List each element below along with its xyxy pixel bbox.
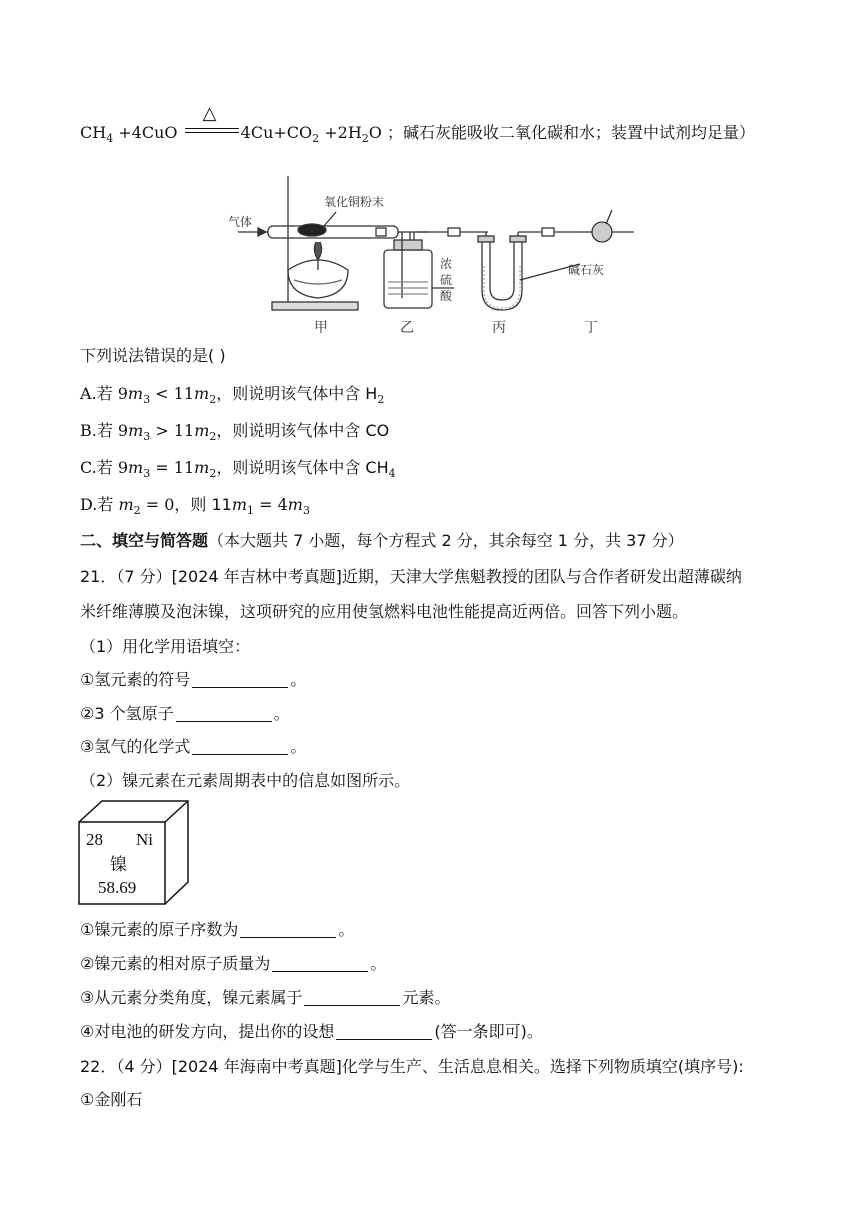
acid-label: 浓: [440, 257, 453, 271]
opt-cond: > 11: [150, 421, 195, 440]
opt-cond: = 11: [150, 458, 195, 477]
blank-label: ②3 个氢原子: [80, 704, 174, 723]
label-bing: 丙: [492, 320, 506, 336]
q22-line1: 22．（4 分）[2024 年海南中考真题]化学与生产、生活息息相关。选择下列物质填空(填序号):: [80, 1057, 744, 1076]
var-sub: 2: [133, 504, 141, 518]
option-d: [80, 494, 310, 522]
atomic-number: 28: [86, 830, 103, 849]
var-sub: 3: [143, 430, 151, 444]
gas-label: 气体: [228, 215, 253, 229]
answer-blank[interactable]: [336, 1023, 432, 1040]
answer-blank[interactable]: [272, 955, 368, 972]
element-name: 镍: [110, 855, 127, 875]
opt-cond: = 4: [254, 495, 288, 514]
opt-prefix: C.若 9: [80, 458, 129, 477]
q21-line2: 米纤维薄膜及泡沫镍，这项研究的应用使氢燃料电池性能提高近两倍。回答下列小题。: [80, 602, 689, 621]
var-sub: 3: [302, 504, 310, 518]
option-b: [80, 420, 389, 448]
q21-t4: [80, 1021, 543, 1043]
opt-text: ，则说明该气体中含 CO: [216, 421, 390, 440]
cuo-label: 氧化铜粉末: [324, 195, 385, 209]
var-m: m: [127, 384, 144, 403]
label-ding: 丁: [584, 320, 598, 336]
label-yi: 乙: [400, 320, 414, 336]
opt-cond: = 0: [140, 495, 175, 514]
opt-prefix: B.若 9: [80, 421, 129, 440]
period: 。: [370, 954, 387, 973]
section-note: （本大题共 7 小题，每个方程式 2 分，其余每空 1 分，共 37 分）: [208, 531, 684, 550]
acid-label: 硫: [440, 273, 453, 287]
blank-label: ④对电池的研发方向，提出你的设想: [80, 1022, 335, 1041]
blank-tail: (答一条即可)。: [434, 1022, 543, 1041]
eq-sub: 2: [312, 132, 320, 146]
heat-equals-sign: [183, 103, 241, 137]
stand-base: [272, 302, 358, 310]
question-stem: 下列说法错误的是( ): [80, 346, 226, 365]
var-m: m: [128, 421, 144, 440]
var-m: m: [118, 495, 134, 514]
q21-blank1: [80, 669, 306, 691]
eq-water: +2H: [319, 123, 362, 142]
opt-text: ，则说明该气体中含 CH: [216, 458, 389, 477]
answer-blank[interactable]: [240, 921, 336, 938]
q21-part2: （2）镍元素在元素周期表中的信息如图所示。: [80, 771, 411, 790]
opt-prefix: A.若 9: [80, 384, 128, 403]
q21-t2: [80, 953, 386, 975]
apparatus-diagram: [228, 170, 640, 340]
period: 。: [290, 737, 307, 756]
period: 。: [338, 920, 355, 939]
var-sub: 3: [143, 393, 151, 407]
var-sub: 2: [209, 393, 217, 407]
q21-t1: [80, 919, 354, 941]
var-m: m: [128, 458, 144, 477]
element-symbol: Ni: [136, 830, 153, 849]
eq-ch: CH: [80, 123, 107, 142]
q21-part1: （1）用化学用语填空：: [80, 637, 251, 656]
atomic-mass: 58.69: [98, 878, 137, 897]
option-a: [80, 383, 384, 411]
var-m: m: [194, 421, 210, 440]
var-m: m: [287, 495, 303, 514]
period: 。: [273, 704, 290, 723]
answer-blank[interactable]: [192, 738, 288, 755]
blank-label: ③从元素分类角度，镍元素属于: [80, 988, 303, 1007]
section-title: 二、填空与简答题: [80, 531, 209, 550]
eq-note: ；碱石灰能吸收二氧化碳和水；装置中试剂均足量）: [386, 123, 755, 142]
var-sub: 4: [388, 467, 396, 481]
answer-blank[interactable]: [192, 671, 288, 688]
cuo-powder: [298, 224, 326, 236]
var-m: m: [194, 384, 210, 403]
var-sub: 2: [209, 467, 217, 481]
q22-item1: ①金刚石: [80, 1090, 143, 1109]
option-c: [80, 457, 396, 485]
lime-label: 碱石灰: [568, 263, 605, 277]
opt-cond: < 11: [150, 384, 195, 403]
period: 。: [290, 670, 307, 689]
delta-symbol: △: [202, 103, 217, 124]
label-jia: 甲: [314, 320, 328, 336]
opt-text: ，则说明该气体中含 H: [216, 384, 378, 403]
drying-bulb: [592, 222, 612, 242]
opt-text: ，则 11: [174, 495, 232, 514]
section2-heading: [80, 530, 684, 552]
q21-blank2: [80, 703, 290, 725]
var-sub: 2: [209, 430, 217, 444]
eq-o: O: [368, 123, 382, 142]
acid-bottle: [384, 250, 432, 308]
var-m: m: [194, 458, 210, 477]
var-sub: 1: [247, 504, 254, 518]
answer-blank[interactable]: [176, 705, 272, 722]
blank-tail: 元素。: [402, 988, 451, 1007]
blank-label: ②镍元素的相对原子质量为: [80, 954, 271, 973]
blank-label: ③氢气的化学式: [80, 737, 191, 756]
answer-blank[interactable]: [304, 989, 400, 1006]
nickel-element-card: [78, 800, 190, 906]
blank-label: ①氢元素的符号: [80, 670, 191, 689]
opt-prefix: D.若: [80, 495, 119, 514]
q21-t3: [80, 987, 450, 1009]
acid-label: 酸: [440, 289, 453, 303]
var-sub: 3: [143, 467, 151, 481]
eq-cuo: +4CuO: [113, 123, 178, 142]
eq-sub: 4: [106, 132, 114, 146]
eq-products: 4Cu+CO: [240, 123, 313, 142]
equation-line: [80, 103, 755, 150]
var-m: m: [231, 495, 247, 514]
q21-line1: 21．（7 分）[2024 年吉林中考真题]近期，天津大学焦魁教授的团队与合作者研发出超薄碳纳: [80, 567, 742, 586]
q21-blank3: [80, 736, 306, 758]
blank-label: ①镍元素的原子序数为: [80, 920, 239, 939]
var-sub: 2: [377, 393, 385, 407]
eq-sub: 2: [361, 132, 369, 146]
